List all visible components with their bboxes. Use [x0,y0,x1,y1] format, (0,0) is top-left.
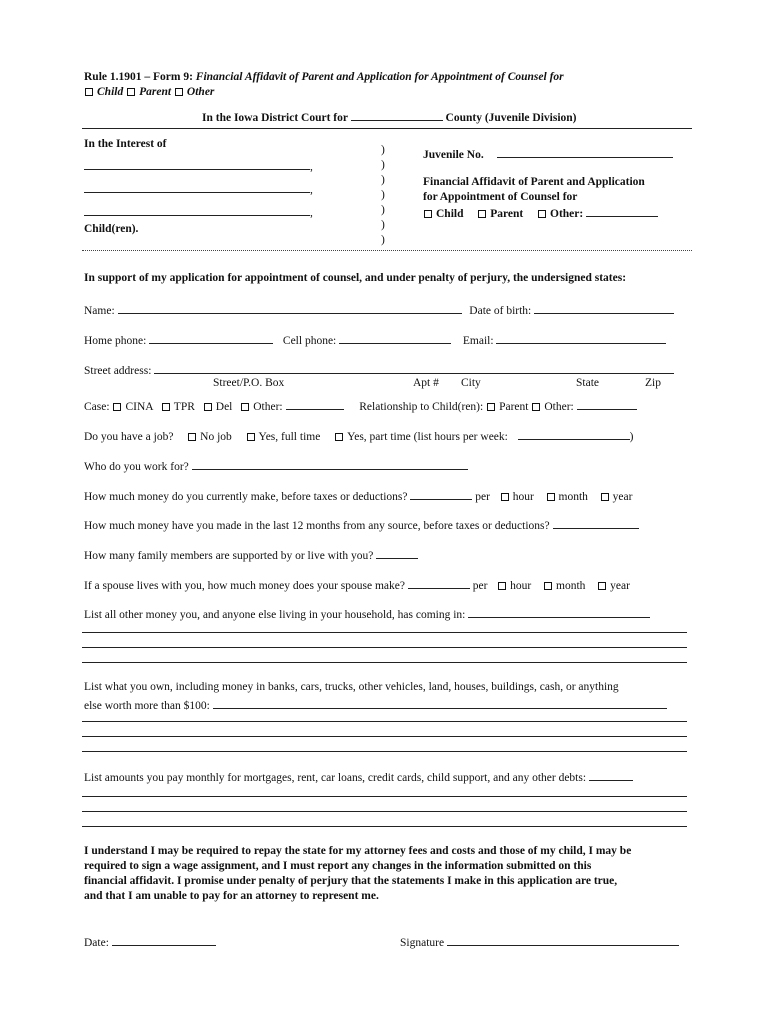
child-name-field-1[interactable] [84,158,310,170]
form-heading [84,71,564,83]
children-label: Child(ren). [84,223,139,235]
other-money-line-1[interactable] [82,632,687,633]
income-12mo-field[interactable] [553,517,639,529]
spouse-year-checkbox[interactable] [598,582,606,590]
job-fulltime-checkbox[interactable] [247,433,255,441]
email-field[interactable] [496,332,666,344]
header-rule [82,128,692,129]
job-parttime-checkbox[interactable] [335,433,343,441]
child-name-field-3[interactable] [84,204,310,216]
caption-other-checkbox[interactable] [538,210,546,218]
income-row: How much money do you currently make, before taxes or deductions? per hour month year [84,488,632,503]
debts-line-c[interactable] [82,826,687,827]
assets-row: else worth more than $100: [84,697,667,712]
other-checkbox[interactable] [175,88,183,96]
other-money-line-2[interactable] [82,647,687,648]
caption-parens: ) ) ) ) ) ) ) [381,144,385,246]
street-row: Street address: [84,362,674,377]
street-address-field[interactable] [154,362,674,374]
case-other-checkbox[interactable] [241,403,249,411]
case-other-field[interactable] [286,398,344,410]
other-money-field[interactable] [468,606,650,618]
court-line [202,109,577,124]
affidavit-line-1: Financial Affidavit of Parent and Application [423,176,645,188]
county-field[interactable] [351,109,443,121]
caption-options: Child Parent Other: [423,205,658,220]
case-tpr-checkbox[interactable] [162,403,170,411]
spouse-income-field[interactable] [408,577,470,589]
option-parent: Parent [139,86,172,98]
addr-sub-street: Street/P.O. Box [213,377,285,389]
child-name-field-2[interactable] [84,181,310,193]
home-phone-field[interactable] [149,332,273,344]
rule-label: Rule 1.1901 – Form 9: [84,71,193,83]
dob-field[interactable] [534,302,674,314]
statement-line-2: required to sign a wage assignment, and I must report any changes in the information submitted on this [84,860,592,872]
addr-sub-state: State [576,377,599,389]
debts-field[interactable] [589,769,633,781]
name-row: Name: Date of birth: [84,302,674,317]
case-del-checkbox[interactable] [204,403,212,411]
child-name-row-1: , [84,158,313,173]
statement-line-3: financial affidavit. I promise under penalty of perjury that the statements I make in this application are true, [84,875,618,887]
date-row: Date: [84,934,216,949]
spouse-hour-checkbox[interactable] [498,582,506,590]
case-cina-checkbox[interactable] [113,403,121,411]
juvenile-no-field[interactable] [497,146,673,158]
phone-row: Home phone: Cell phone: Email: [84,332,666,347]
addr-sub-apt: Apt # [413,377,439,389]
family-count-field[interactable] [376,547,418,559]
date-field[interactable] [112,934,216,946]
spouse-month-checkbox[interactable] [544,582,552,590]
name-field[interactable] [118,302,462,314]
option-other: Other [186,86,215,98]
caption-parent-checkbox[interactable] [478,210,486,218]
assets-line-1: List what you own, including money in banks, cars, trucks, other vehicles, land, houses, buildings, cash, or anything [84,681,619,693]
assets-line-a[interactable] [82,721,687,722]
assets-line-b[interactable] [82,736,687,737]
option-child: Child [97,86,124,98]
juvenile-no-label: Juvenile No. [423,149,484,161]
income-field[interactable] [410,488,472,500]
signature-field[interactable] [447,934,679,946]
hours-per-week-field[interactable] [518,428,630,440]
family-row: How many family members are supported by or live with you? [84,547,418,562]
caption-child-checkbox[interactable] [424,210,432,218]
parent-checkbox[interactable] [127,88,135,96]
caption-rule [82,250,692,251]
other-money-line-3[interactable] [82,662,687,663]
income-year-checkbox[interactable] [601,493,609,501]
debts-line-b[interactable] [82,811,687,812]
job-row: Do you have a job? No job Yes, full time Yes, part time (list hours per week: ) [84,428,633,443]
signature-row: Signature [400,934,679,949]
rel-other-checkbox[interactable] [532,403,540,411]
rel-other-field[interactable] [577,398,637,410]
assets-field[interactable] [213,697,667,709]
affidavit-line-2: for Appointment of Counsel for [423,191,578,203]
assets-line-c[interactable] [82,751,687,752]
other-money-row: List all other money you, and anyone else living in your household, has coming in: [84,606,650,621]
debts-row: List amounts you pay monthly for mortgages, rent, car loans, credit cards, child support, and any other debts: [84,769,633,784]
case-row: Case: CINA TPR Del Other: Relationship to Child(ren): Parent Other: [84,398,637,413]
addr-sub-zip: Zip [645,377,661,389]
cell-phone-field[interactable] [339,332,451,344]
job-none-checkbox[interactable] [188,433,196,441]
juvenile-no-row [423,146,673,161]
statement-line-1: I understand I may be required to repay the state for my attorney fees and costs and those of my child, I may be [84,845,632,857]
income-12mo-row: How much money have you made in the last 12 months from any source, before taxes or deductions? [84,517,639,532]
form-title: Financial Affidavit of Parent and Application for Appointment of Counsel for [195,71,564,83]
employer-row: Who do you work for? [84,458,468,473]
income-month-checkbox[interactable] [547,493,555,501]
interest-of: In the Interest of [84,138,167,150]
header-options [84,86,214,98]
child-checkbox[interactable] [85,88,93,96]
rel-parent-checkbox[interactable] [487,403,495,411]
court-prefix: In the Iowa District Court for [202,112,348,124]
income-hour-checkbox[interactable] [501,493,509,501]
spouse-row: If a spouse lives with you, how much money does your spouse make? per hour month year [84,577,630,592]
debts-line-a[interactable] [82,796,687,797]
caption-other-field[interactable] [586,205,658,217]
statement-line-4: and that I am unable to pay for an attorney to represent me. [84,890,379,902]
addr-sub-city: City [461,377,481,389]
court-suffix: County (Juvenile Division) [445,112,577,124]
employer-field[interactable] [192,458,468,470]
child-name-row-3: , [84,204,313,219]
child-name-row-2: , [84,181,313,196]
intro-statement: In support of my application for appointment of counsel, and under penalty of perjury, the undersigned states: [84,272,627,284]
